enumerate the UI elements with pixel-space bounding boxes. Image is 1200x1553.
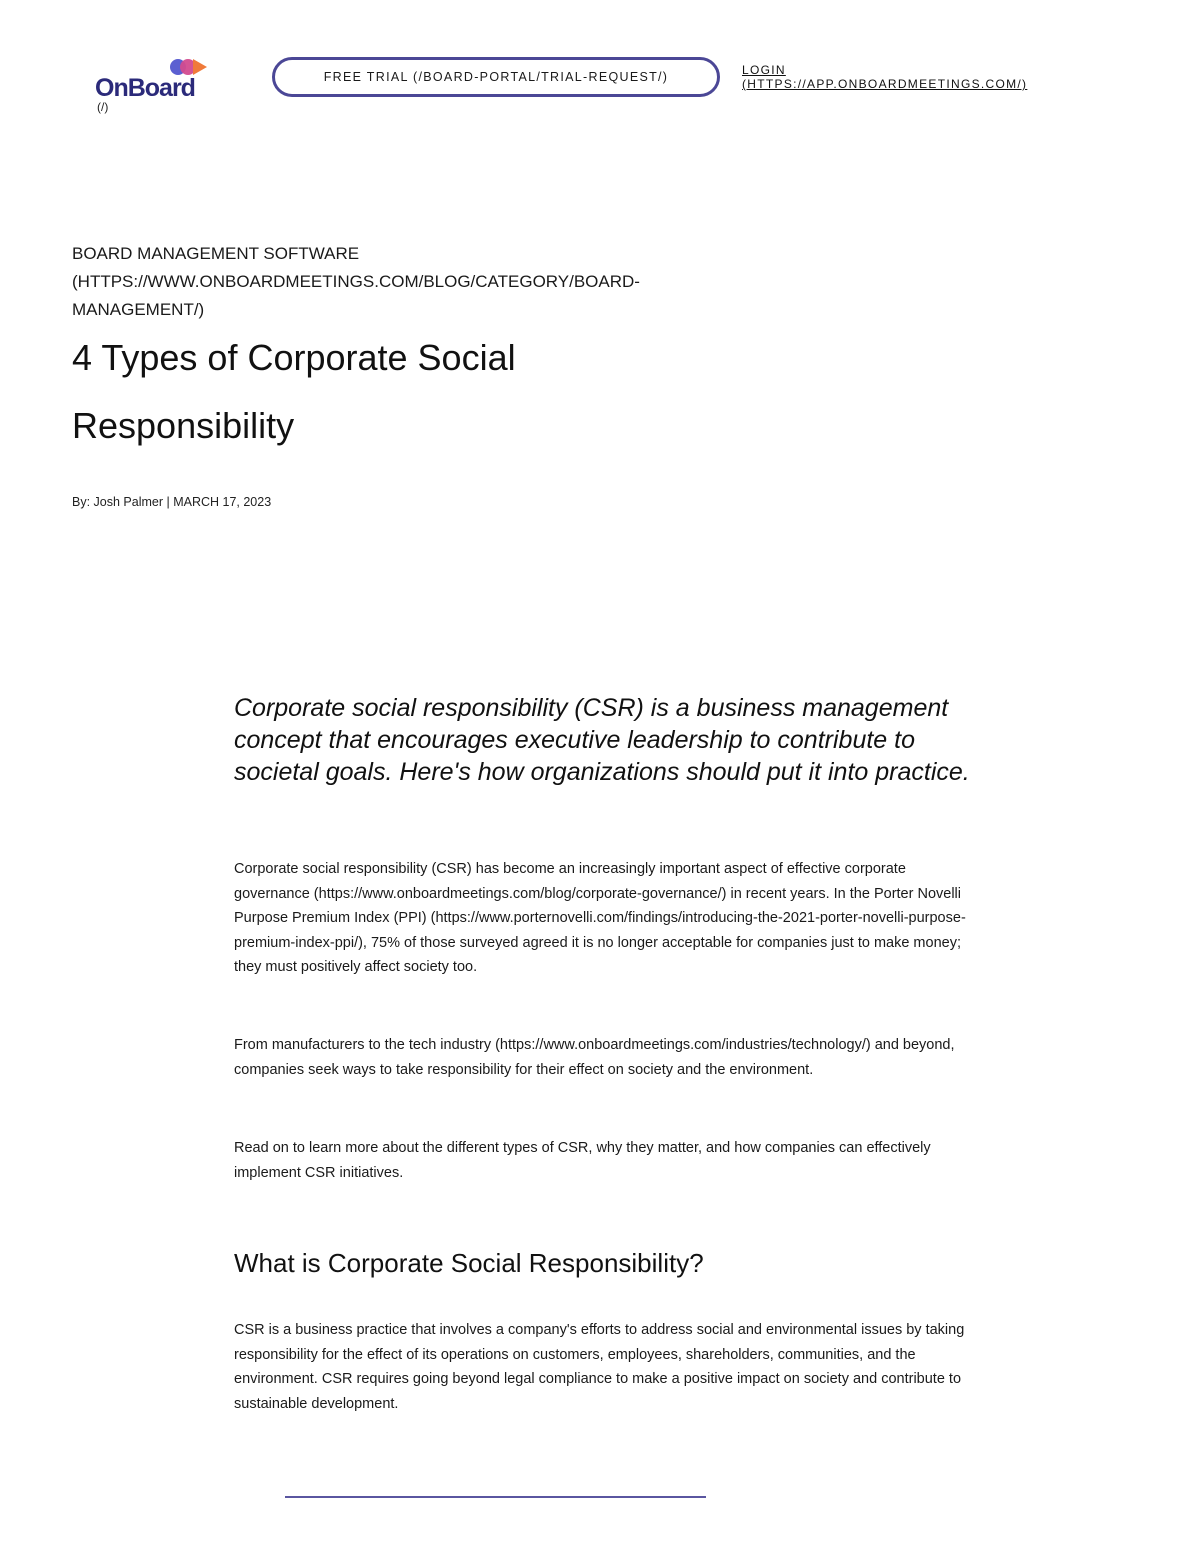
section-paragraph: CSR is a business practice that involves a company's efforts to address social and environmental issues by taking responsibility for the effect of its operations on customers, employees, shareholders, communities, and the environment. CSR requires going beyond legal compliance to make a positive impact on society and contribute to sustainable development. xyxy=(234,1322,965,1412)
category-link[interactable]: BOARD MANAGEMENT SOFTWARE (HTTPS://WWW.ONBOARDMEETINGS.COM/BLOG/CATEGORY/BOARD-MANAGEMENT/) xyxy=(72,244,640,319)
logo-text: OnBoard xyxy=(95,74,195,102)
lead-paragraph: Corporate social responsibility (CSR) is a business management concept that encourages executive leadership to contribute to societal goals. Here's how organizations should put it into practice. xyxy=(234,694,970,786)
body-paragraph-3: Read on to learn more about the different types of CSR, why they matter, and how companies can effectively implement CSR initiatives. xyxy=(234,1140,931,1181)
article-title: 4 Types of Corporate Social Responsibility xyxy=(72,337,516,446)
body-paragraph-1: Corporate social responsibility (CSR) has become an increasingly important aspect of effective corporate governance (https://www.onboardmeetings.com/blog/corporate-governance/) in recent years. In the Porter Novelli Purpose Premium Index (PPI) (https://www.porternovelli.com/findings/introducing-the-2021-porter-novelli-purpose-premium-index-ppi/), 75% of those surveyed agreed it is no longer acceptable for companies just to make money; they must positively affect society too. xyxy=(234,861,966,975)
byline: By: Josh Palmer | MARCH 17, 2023 xyxy=(72,495,272,509)
section-heading: What is Corporate Social Responsibility? xyxy=(234,1248,704,1278)
login-url: (HTTPS://APP.ONBOARDMEETINGS.COM/) xyxy=(742,77,1028,91)
body-paragraph-2: From manufacturers to the tech industry (https://www.onboardmeetings.com/industries/technology/) and beyond, companies seek ways to take responsibility for their effect on society and the environment. xyxy=(234,1037,955,1078)
login-link[interactable] xyxy=(742,63,1027,91)
login-label: LOGIN xyxy=(742,63,786,77)
divider-line xyxy=(285,1496,706,1498)
free-trial-button[interactable]: FREE TRIAL (/BOARD-PORTAL/TRIAL-REQUEST/) xyxy=(272,57,720,97)
onboard-logo[interactable] xyxy=(95,56,215,116)
logo-link-text: (/) xyxy=(97,100,109,114)
